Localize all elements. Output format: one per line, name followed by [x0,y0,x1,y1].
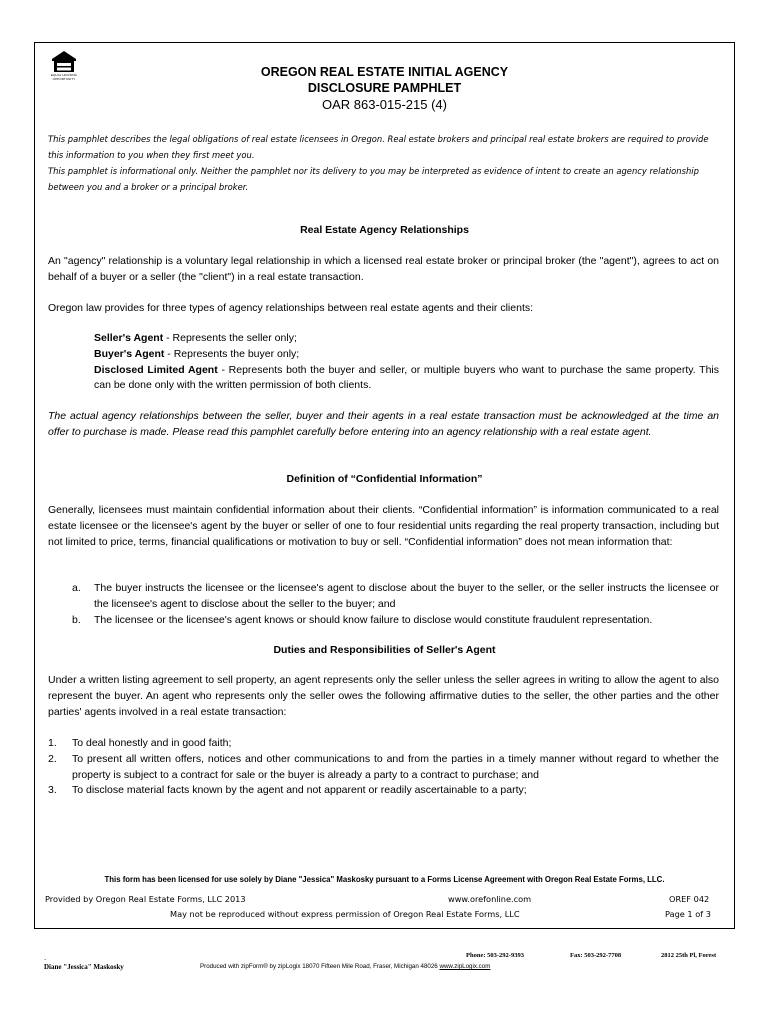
list-item [48,752,719,784]
agent-type-term: Buyer's Agent [94,347,165,360]
bottom-bar-dot: . [44,953,47,962]
logo-caption: EQUAL HOUSING OPPORTUNITY [50,73,78,81]
document-title-line-1: OREGON REAL ESTATE INITIAL AGENCY [260,65,509,79]
list-marker: a. [72,582,81,594]
agent-type-desc: - Represents the seller only; [163,332,297,344]
list-item [48,736,719,752]
agent-type-desc: - Represents both the buyer and seller, or multiple buyers who want to purchase the same property. This can be done only with the written permission of both clients. [94,363,719,392]
regulation-reference: OAR 863-015-215 (4) [321,97,447,112]
intro-paragraph: This pamphlet is informational only. Neither the pamphlet nor its delivery to you may be interpreted as evidence of intent to create an agency relationship between you and a broker or a principal broker. [48,166,699,192]
paragraph-agency-types: Oregon law provides for three types of agency relationships between real estate agents and their clients: [48,302,534,314]
agent-type-desc: - Represents the buyer only; [164,347,300,360]
list-item-text: To deal honestly and in good faith; [72,737,232,749]
list-item [48,613,719,629]
list-marker: 3. [48,784,57,797]
paragraph-confidential-definition: Generally, licensees must maintain confidential information about their clients. “Confidential information” is information communicated to a real estate licensee or the licensee's agent by the buyer or seller of one to four residential units regarding the real property transaction, including but not limited to price, terms, financial qualifications or motivation to buy or sell. “Confidential information” does not mean information that: [48,504,719,548]
form-id: OREF 042 [669,894,710,904]
section-heading-confidential-information: Definition of “Confidential Information” [286,473,483,485]
list-marker: 1. [48,737,57,749]
list-marker: b. [72,613,81,626]
fax-number: Fax: 503-292-7708 [570,952,622,959]
section-heading-sellers-agent-duties: Duties and Responsibilities of Seller's Agent [273,644,496,656]
paragraph-sellers-agent: Under a written listing agreement to sell property, an agent represents only the seller unless the seller agrees in writing to allow the agent to also represent the buyer. An agent who represents only the seller owes the following affirmative duties to the seller, the other parties and the other parties' agents involved in a real estate transaction: [48,674,719,718]
produced-with-text: Produced with zipForm® by zipLogix 18070 Fifteen Mile Road, Fraser, Michigan 48026 [200,963,438,970]
ziplogix-link[interactable]: www.zipLogix.com [439,963,491,970]
intro-statement [48,131,720,195]
list-item [48,581,719,613]
licensee-name: Diane "Jessica" Maskosky [44,963,124,971]
sellers-agent-duties-list [48,736,719,799]
list-marker: 2. [48,752,57,765]
agent-type-term: Seller's Agent [94,332,164,344]
list-item-text: The buyer instructs the licensee or the licensee's agent to disclose about the buyer to the seller, or the seller instructs the licensee or the licensee's agent to disclose about the seller to the buyer; and [94,582,719,610]
agent-type-item [94,363,719,395]
produced-with-notice [200,963,490,970]
street-address: 2812 25th Pl, Forest [661,952,717,959]
phone-number: Phone: 503-292-9393 [466,952,524,959]
paragraph-agency-definition: An "agency" relationship is a voluntary legal relationship in which a licensed real estate broker or principal broker (the "agent"), agrees to act on behalf of a buyer or a seller (the "client") in a real estate transaction. [48,255,719,283]
website-link[interactable]: www.orefonline.com [448,894,532,904]
confidential-exceptions-list [48,581,719,628]
provided-by: Provided by Oregon Real Estate Forms, LLC 2013 [45,894,246,904]
document-title-line-2: DISCLOSURE PAMPHLET [307,81,462,95]
section-heading-agency-relationships: Real Estate Agency Relationships [300,224,469,236]
paragraph-acknowledgement-note: The actual agency relationships between the seller, buyer and their agents in a real estate transaction must be acknowledged at the time an offer to purchase is made. Please read this pamphlet carefully before entering into an agency relationship with a real estate agent. [48,410,719,438]
license-notice: This form has been licensed for use solely by Diane "Jessica" Maskosky pursuant to a Forms License Agreement with Oregon Real Estate Forms, LLC. [104,875,665,884]
agent-types-list [94,331,719,394]
list-item [48,783,719,799]
page-number: Page 1 of 3 [665,909,711,919]
agent-type-item [94,347,719,363]
list-item-text: To present all written offers, notices and other communications to and from the parties in a timely manner without regard to whether the property is subject to a contract for sale or the buyer is already a party to a contract to purchase; and [72,752,719,781]
agent-type-term: Disclosed Limited Agent [94,363,218,376]
copyright-notice: May not be reproduced without express permission of Oregon Real Estate Forms, LLC [170,909,520,919]
list-item-text: The licensee or the licensee's agent knows or should know failure to disclose would constitute fraudulent representation. [94,613,653,626]
intro-paragraph: This pamphlet describes the legal obligations of real estate licensees in Oregon. Real estate brokers and principal real estate brokers are required to provide this information to you when they first meet you. [48,134,709,160]
list-item-text: To disclose material facts known by the agent and not apparent or readily ascertainable to a party; [72,784,527,797]
agent-type-item [94,331,719,347]
